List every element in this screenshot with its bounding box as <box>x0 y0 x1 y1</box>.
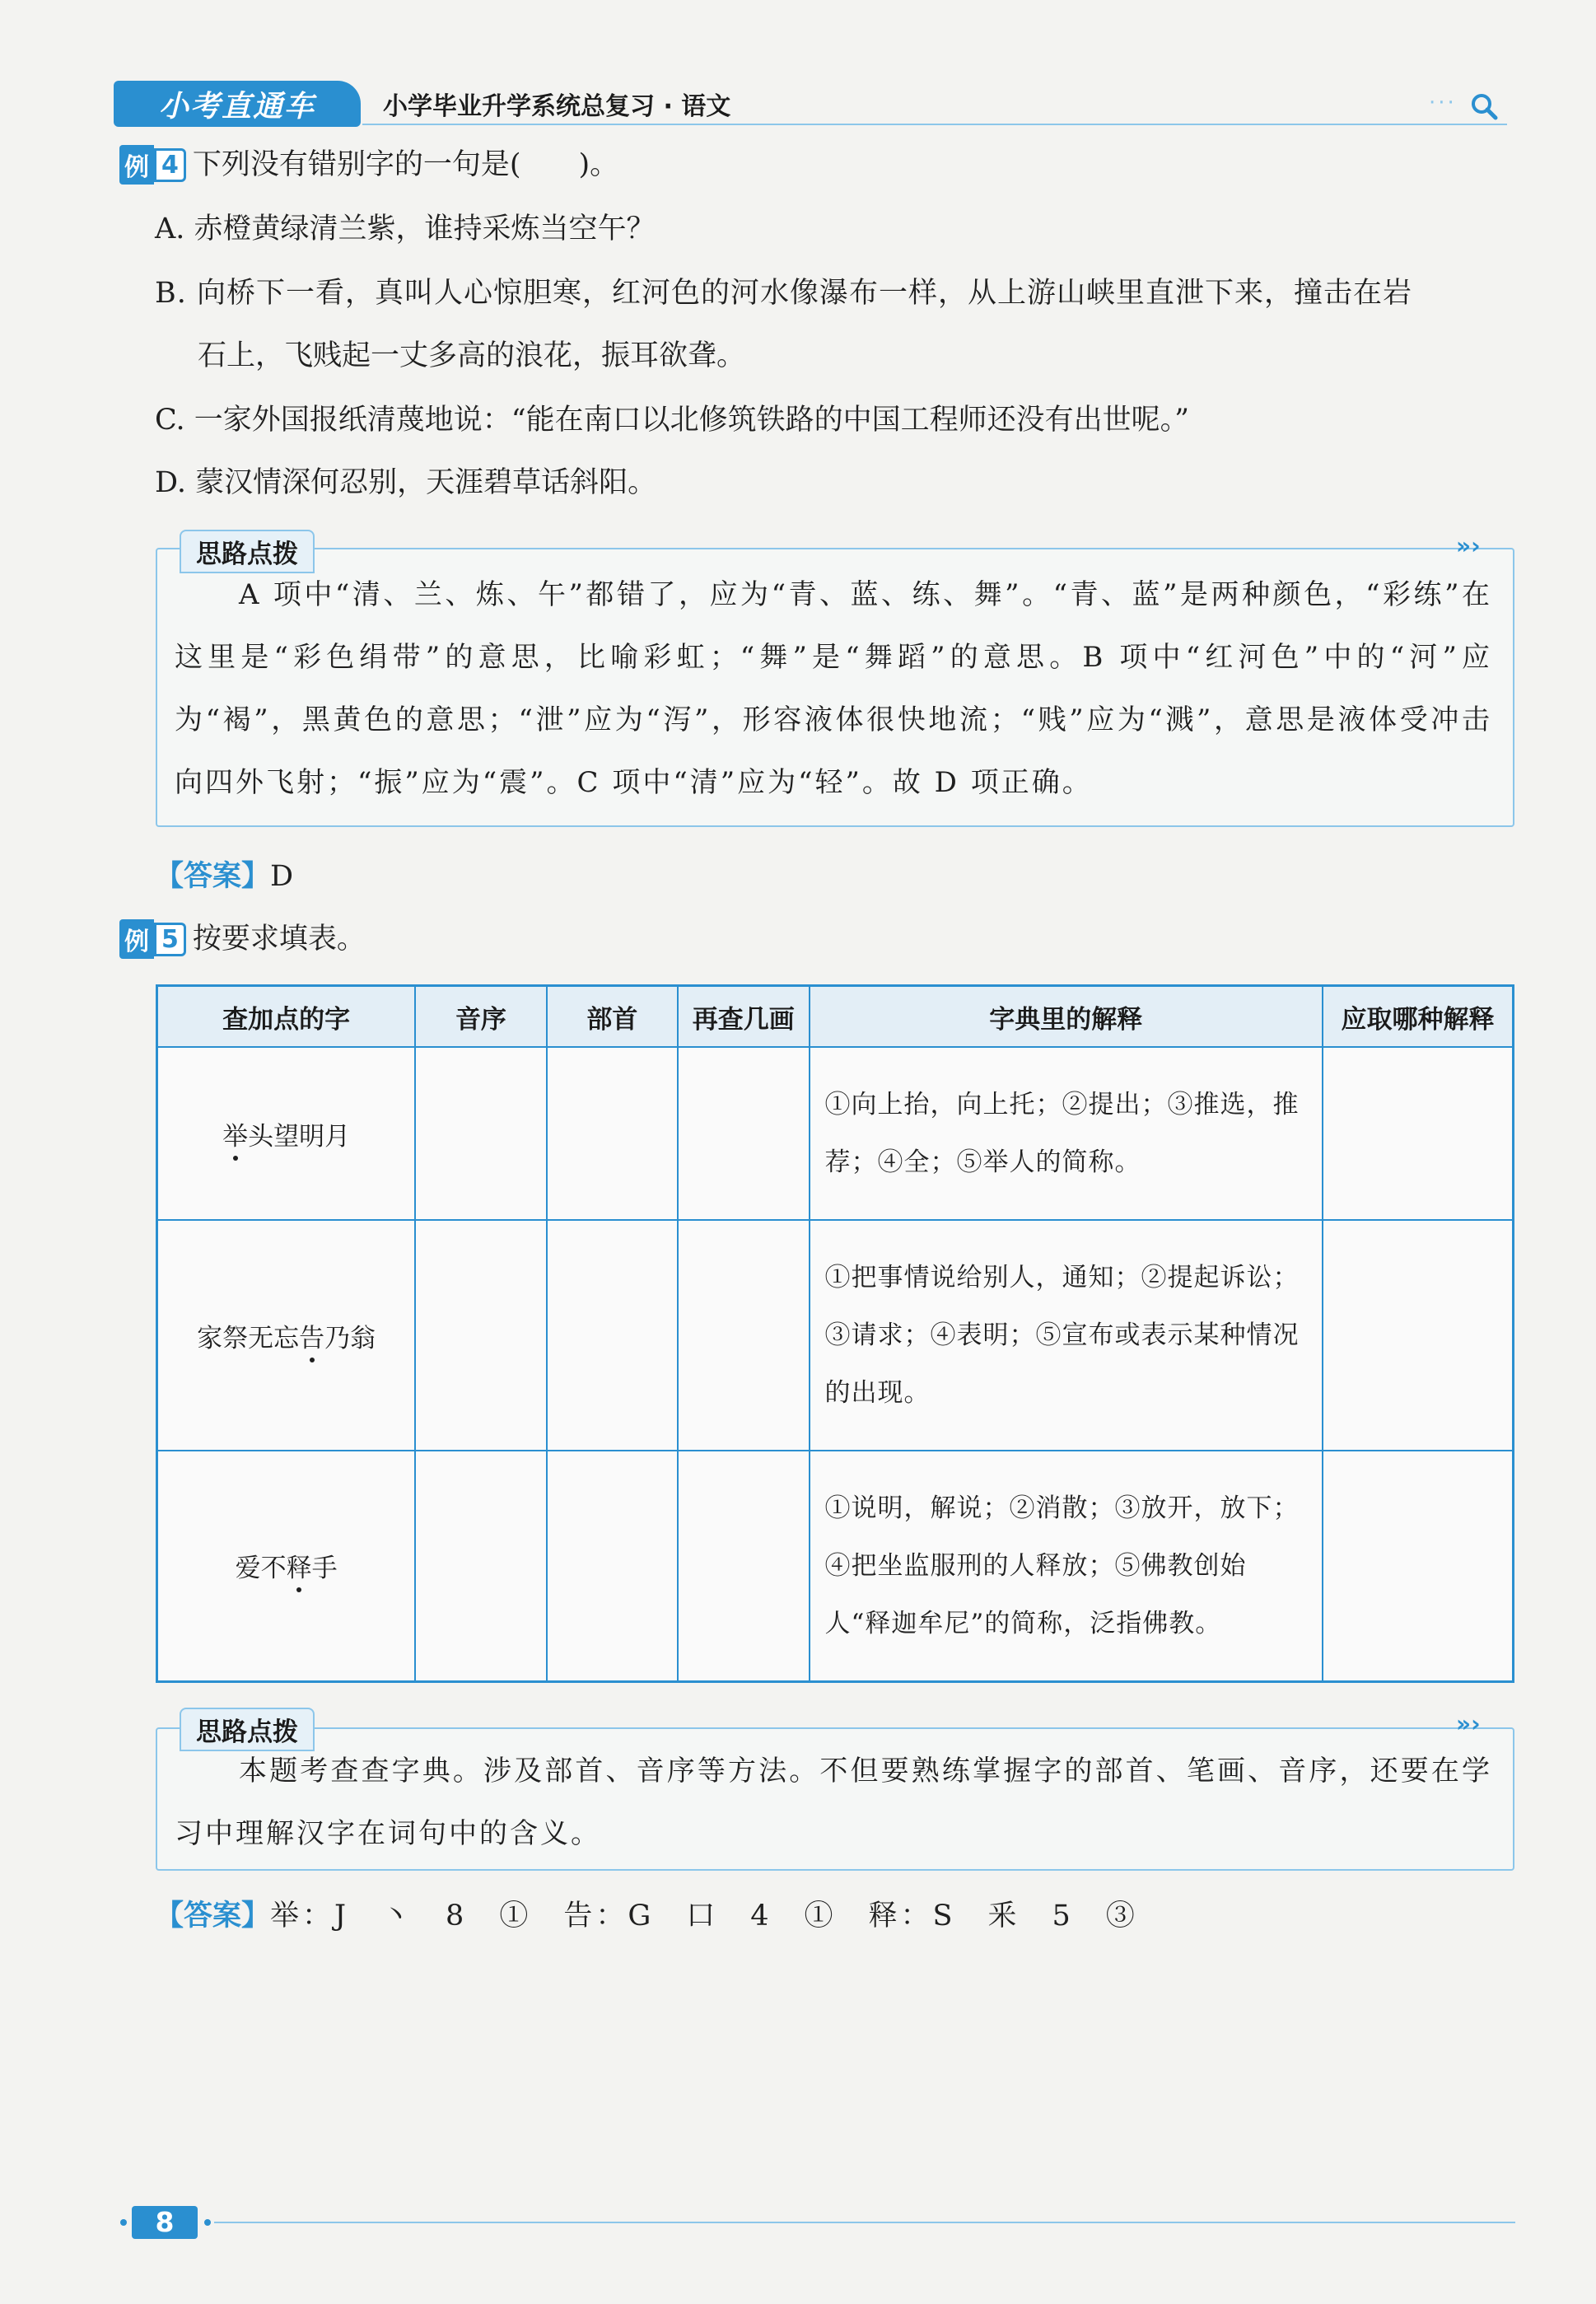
choice-blank[interactable] <box>1323 1047 1513 1220</box>
yinxu-blank[interactable] <box>415 1220 546 1451</box>
book-title: 小学毕业升学系统总复习 · 语文 <box>383 92 731 121</box>
option-b-continued: 石上，飞贱起一丈多高的浪花，振耳欲聋。 <box>198 339 746 372</box>
footer-dot <box>120 2219 127 2226</box>
dotted-char: 告 <box>299 1317 324 1354</box>
phrase-cell: 举头望明月 <box>157 1047 416 1220</box>
col-header: 再查几画 <box>678 986 809 1048</box>
answer-5: 【答案】举：J 丶 8 ① 告：G 口 4 ① 释：S 釆 5 ③ <box>155 1900 1138 1932</box>
option-c: C. 一家外国报纸清蔑地说：“能在南口以北修筑铁路的中国工程师还没有出世呢。” <box>155 404 1190 437</box>
col-header: 部首 <box>547 986 678 1048</box>
phrase-cell: 家祭无忘告乃翁 <box>157 1220 416 1451</box>
table-header-row <box>157 986 1514 1048</box>
answer-4: 【答案】D <box>155 860 294 893</box>
col-header: 音序 <box>415 986 546 1048</box>
hint-title-2: 思路点拨 <box>180 1708 315 1751</box>
hint-title-1: 思路点拨 <box>180 530 315 573</box>
series-logo <box>114 81 361 127</box>
col-header: 字典里的解释 <box>810 986 1323 1048</box>
bushou-blank[interactable] <box>547 1451 678 1681</box>
page-number: 8 <box>132 2206 198 2239</box>
yinxu-blank[interactable] <box>415 1451 546 1681</box>
definition-cell: ①把事情说给别人，通知；②提起诉讼；③请求；④表明；⑤宣布或表示某种情况的出现。 <box>810 1220 1323 1451</box>
strokes-blank[interactable] <box>678 1220 809 1451</box>
hint-text-2: 本题考查查字典。涉及部首、音序等方法。不但要熟练掌握字的部首、笔画、音序，还要在学习中理解汉字在词句中的含义。 <box>175 1755 1492 1850</box>
dictionary-table <box>156 984 1514 1683</box>
bushou-blank[interactable] <box>547 1220 678 1451</box>
option-d: D. 蒙汉情深何忍别，天涯碧草话斜阳。 <box>155 466 657 499</box>
bushou-blank[interactable] <box>547 1047 678 1220</box>
question-text: 下列没有错别字的一句是( )。 <box>192 148 619 181</box>
choice-blank[interactable] <box>1323 1451 1513 1681</box>
question-text: 按要求填表。 <box>192 923 366 956</box>
example-4-question <box>119 145 618 185</box>
col-header: 查加点的字 <box>157 986 416 1048</box>
phrase-cell: 爱不释手 <box>157 1451 416 1681</box>
strokes-blank[interactable] <box>678 1047 809 1220</box>
table-row <box>157 1220 1514 1451</box>
definition-cell: ①说明，解说；②消散；③放开，放下；④把坐监服刑的人释放；⑤佛教创始人“释迦牟尼”的简称，泛指佛教。 <box>810 1451 1323 1681</box>
dotted-char: 举 <box>222 1115 248 1152</box>
table-row <box>157 1451 1514 1681</box>
header-divider <box>362 124 1507 125</box>
arrow-icon: »› <box>1456 532 1481 559</box>
footer-dot <box>204 2219 211 2226</box>
table-row <box>157 1047 1514 1220</box>
col-header: 应取哪种解释 <box>1323 986 1513 1048</box>
strokes-blank[interactable] <box>678 1451 809 1681</box>
example-5-badge: 例 5 <box>119 919 186 959</box>
dotted-char: 释 <box>287 1547 312 1584</box>
definition-cell: ①向上抬，向上托；②提出；③推选，推荐；④全；⑤举人的简称。 <box>810 1047 1323 1220</box>
choice-blank[interactable] <box>1323 1220 1513 1451</box>
logo-text: 小考直通车 <box>158 89 315 124</box>
example-5-question <box>119 919 366 959</box>
hint-text-1: A 项中“清、兰、炼、午”都错了，应为“青、蓝、练、舞”。“青、蓝”是两种颜色，“彩练”在这里是“彩色绢带”的意思，比喻彩虹；“舞”是“舞蹈”的意思。B 项中“红河色”中的“河”应为“褐”，黑黄色的意思；“泄”应为“泻”，形容液体很快地流；“贱”应为“溅”，意思是液体受冲击向四外飞射；“振”应为“震”。C 项中“清”应为“轻”。故 D 项正确。 <box>175 578 1492 799</box>
header-dots: ··· <box>1429 91 1457 115</box>
option-b: B. 向桥下一看，真叫人心惊胆寒，红河色的河水像瀑布一样，从上游山峡里直泄下来，撞击在岩 <box>155 277 1412 310</box>
yinxu-blank[interactable] <box>415 1047 546 1220</box>
arrow-icon: »› <box>1456 1710 1481 1737</box>
option-a: A. 赤橙黄绿清兰紫，谁持采炼当空午？ <box>155 213 656 245</box>
example-4-badge: 例 4 <box>119 145 186 185</box>
search-icon <box>1470 92 1498 120</box>
footer-divider <box>214 2222 1515 2223</box>
